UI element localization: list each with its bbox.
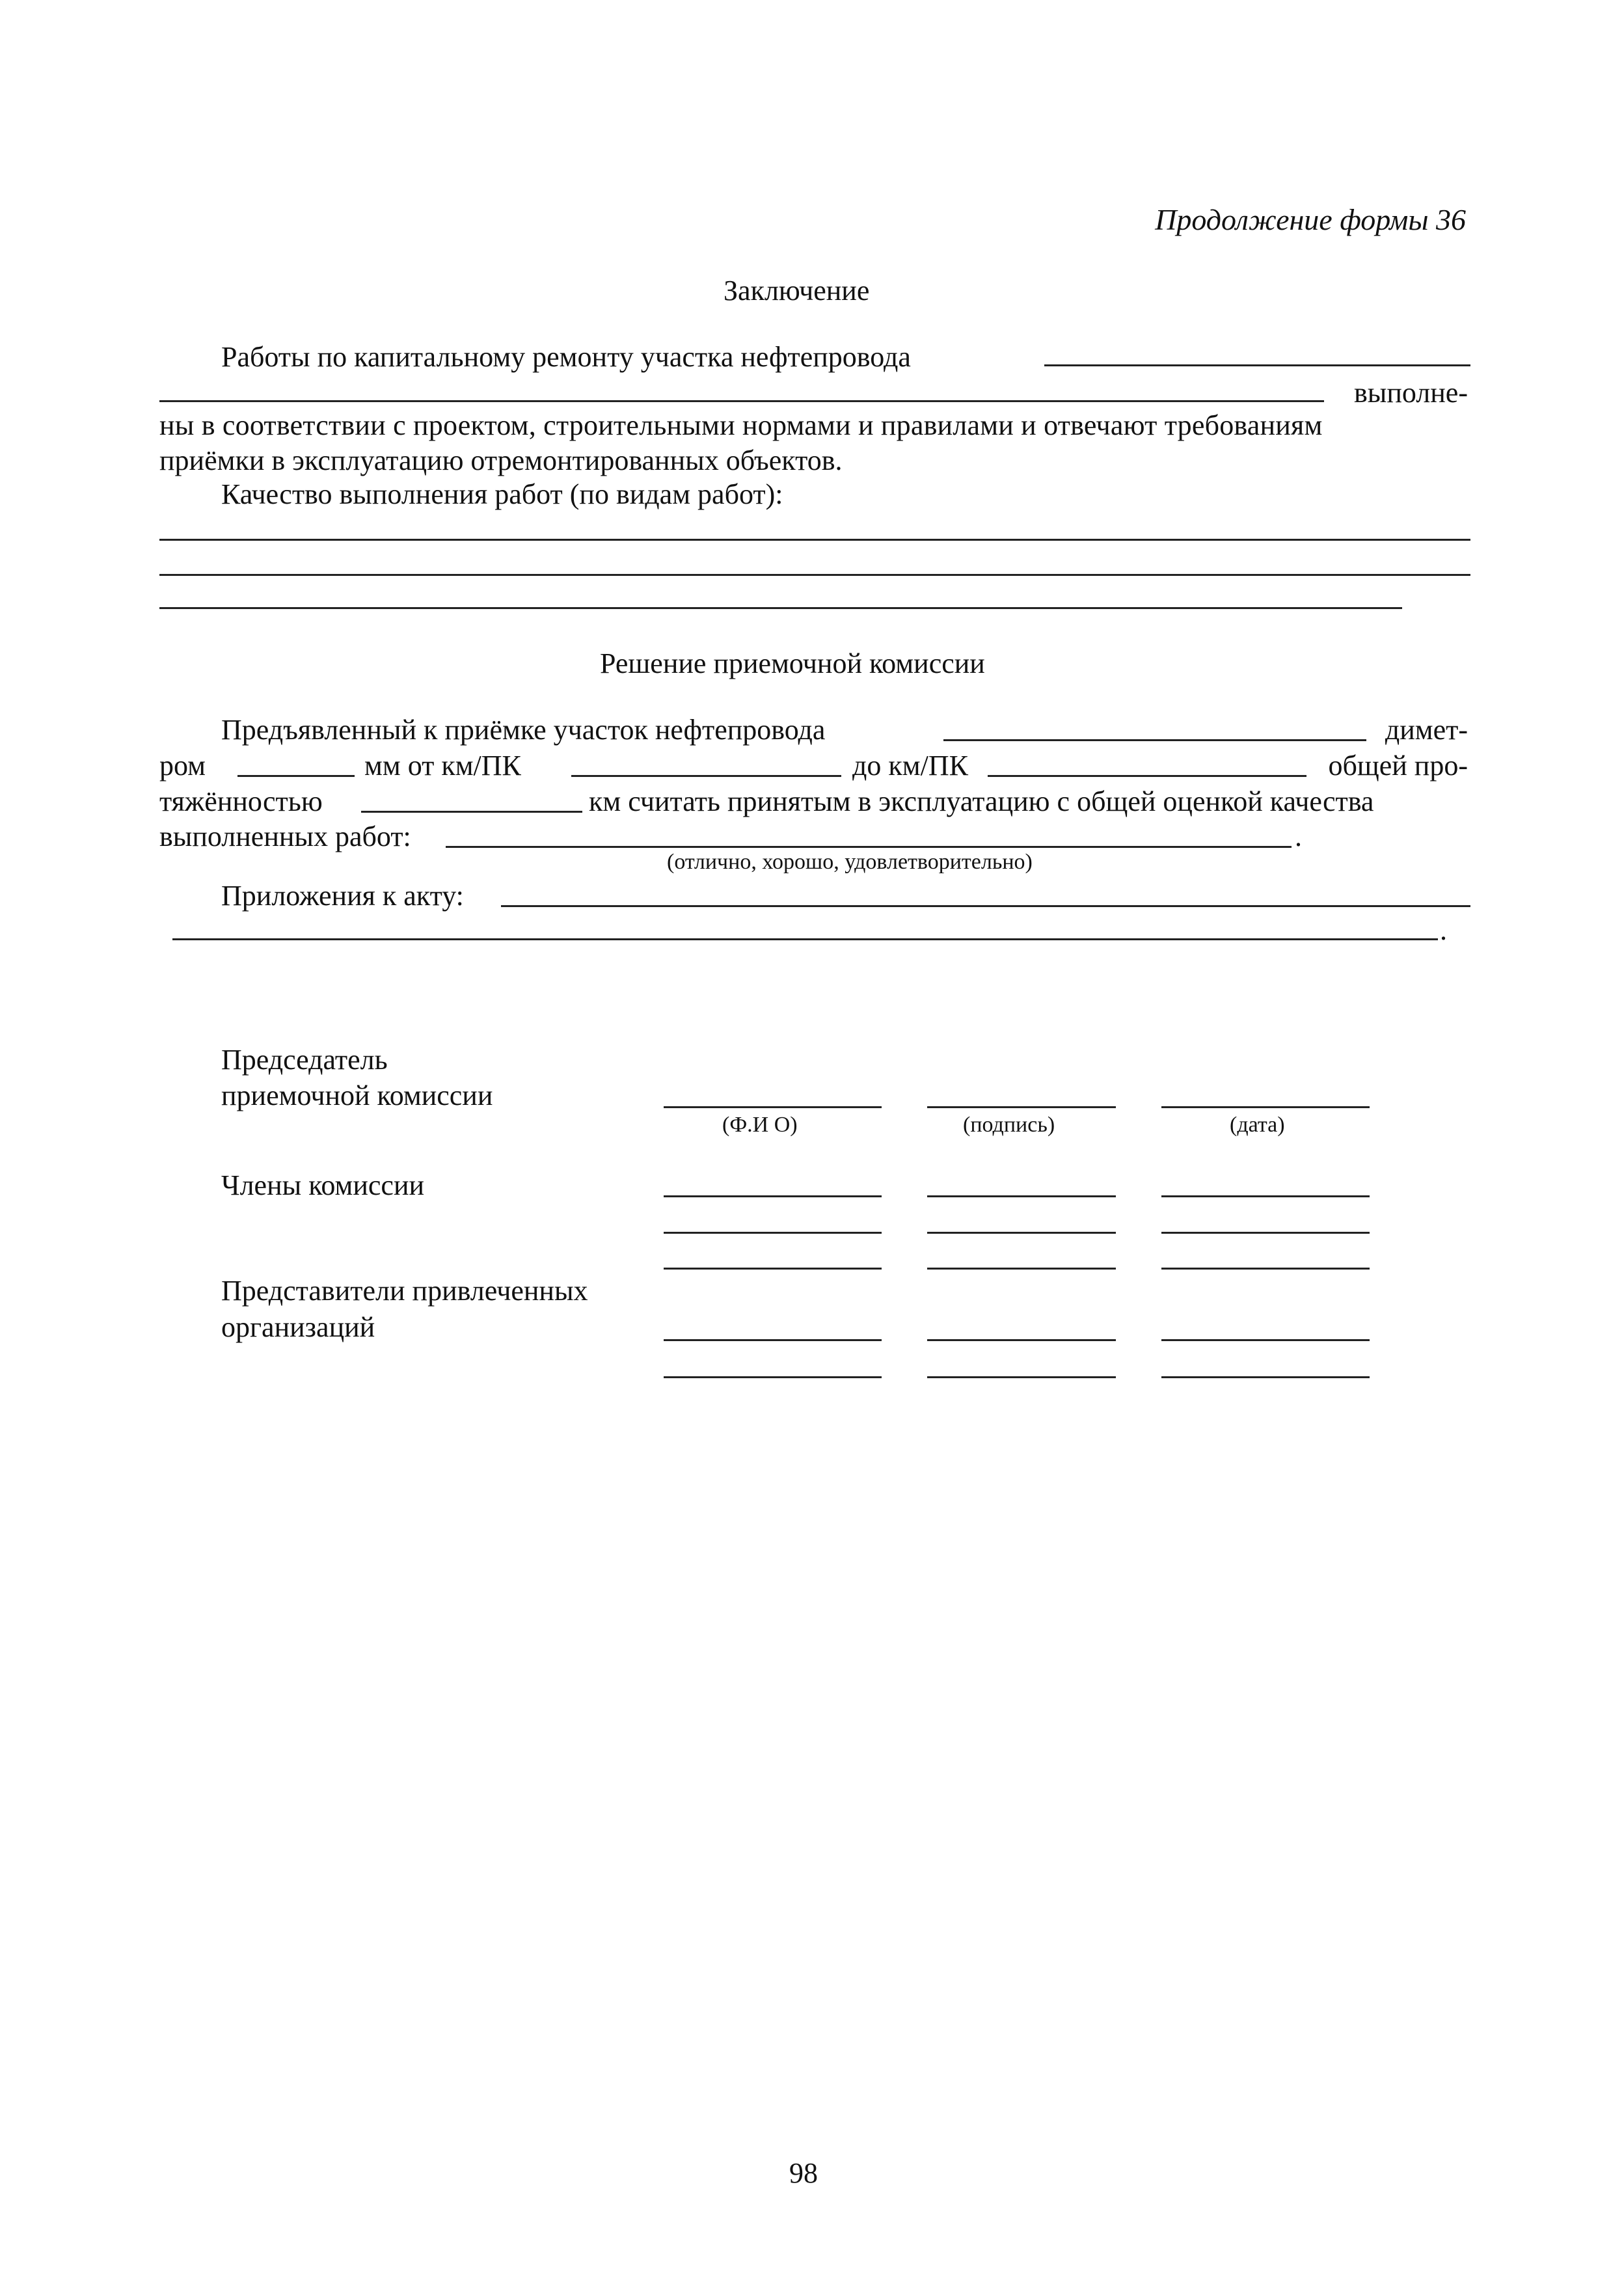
decision-line3-b: км считать принятым в эксплуатацию с общей оценкой качества [589, 785, 1374, 817]
rep2-sign-field[interactable] [927, 1376, 1116, 1378]
rep1-fio-field[interactable] [664, 1339, 882, 1341]
chairman-label-line1: Председатель [221, 1044, 388, 1076]
pipeline-section-field-2[interactable] [159, 400, 1324, 402]
pipeline-name-field[interactable] [943, 739, 1366, 741]
decision-line2-d: общей про- [1328, 750, 1468, 782]
attachments-end: . [1440, 914, 1447, 946]
pipeline-section-field-1[interactable] [1044, 364, 1470, 366]
members-label: Члены комиссии [221, 1169, 425, 1201]
representatives-label-line2: организаций [221, 1311, 375, 1343]
diameter-field[interactable] [237, 775, 355, 777]
decision-line2-a: ром [159, 750, 206, 782]
conclusion-text-line3: ны в соответствии с проектом, строительными нормами и правилами и отвечают требованиям [159, 409, 1323, 441]
member2-fio-field[interactable] [664, 1232, 882, 1234]
grade-hint: (отлично, хорошо, удовлетворительно) [667, 850, 1033, 874]
member1-fio-field[interactable] [664, 1195, 882, 1197]
to-km-field[interactable] [988, 775, 1306, 777]
conclusion-text-line2-end: выполне- [1354, 377, 1468, 409]
quality-label: Качество выполнения работ (по видам работ): [221, 478, 783, 510]
chairman-sign-field[interactable] [927, 1106, 1116, 1108]
conclusion-text-line4: приёмки в эксплуатацию отремонтированных объектов. [159, 444, 843, 476]
rep1-date-field[interactable] [1161, 1339, 1370, 1341]
length-field[interactable] [361, 811, 582, 813]
member3-sign-field[interactable] [927, 1268, 1116, 1270]
chairman-date-field[interactable] [1161, 1106, 1370, 1108]
conclusion-heading: Заключение [724, 275, 870, 306]
attachments-field-1[interactable] [501, 905, 1470, 907]
quality-field-1[interactable] [159, 539, 1470, 541]
form-continuation-label: Продолжение формы 36 [1155, 203, 1466, 236]
attachments-field-2[interactable] [172, 938, 1438, 940]
decision-line4-end: . [1295, 821, 1302, 852]
member3-date-field[interactable] [1161, 1268, 1370, 1270]
caption-sign: (подпись) [963, 1113, 1055, 1137]
member2-sign-field[interactable] [927, 1232, 1116, 1234]
decision-line4-a: выполненных работ: [159, 821, 411, 852]
member1-sign-field[interactable] [927, 1195, 1116, 1197]
member1-date-field[interactable] [1161, 1195, 1370, 1197]
chairman-fio-field[interactable] [664, 1106, 882, 1108]
rep1-sign-field[interactable] [927, 1339, 1116, 1341]
from-km-field[interactable] [571, 775, 841, 777]
rep2-date-field[interactable] [1161, 1376, 1370, 1378]
quality-field-3[interactable] [159, 607, 1402, 609]
decision-line1-end: димет- [1385, 714, 1468, 746]
representatives-label-line1: Представители привлеченных [221, 1275, 588, 1307]
chairman-label-line2: приемочной комиссии [221, 1080, 493, 1111]
quality-grade-field[interactable] [446, 846, 1292, 848]
page-number: 98 [789, 2157, 818, 2189]
caption-date: (дата) [1230, 1113, 1285, 1137]
decision-line1: Предъявленный к приёмке участок нефтепровода [221, 714, 826, 746]
decision-line2-b: мм от км/ПК [364, 750, 521, 782]
decision-line2-c: до км/ПК [852, 750, 968, 782]
quality-field-2[interactable] [159, 574, 1470, 576]
member3-fio-field[interactable] [664, 1268, 882, 1270]
rep2-fio-field[interactable] [664, 1376, 882, 1378]
caption-fio: (Ф.И О) [722, 1113, 798, 1137]
attachments-label: Приложения к акту: [221, 880, 464, 912]
decision-heading: Решение приемочной комиссии [600, 647, 985, 679]
conclusion-text-line1: Работы по капитальному ремонту участка нефтепровода [221, 341, 911, 373]
member2-date-field[interactable] [1161, 1232, 1370, 1234]
decision-line3-a: тяжённостью [159, 785, 323, 817]
